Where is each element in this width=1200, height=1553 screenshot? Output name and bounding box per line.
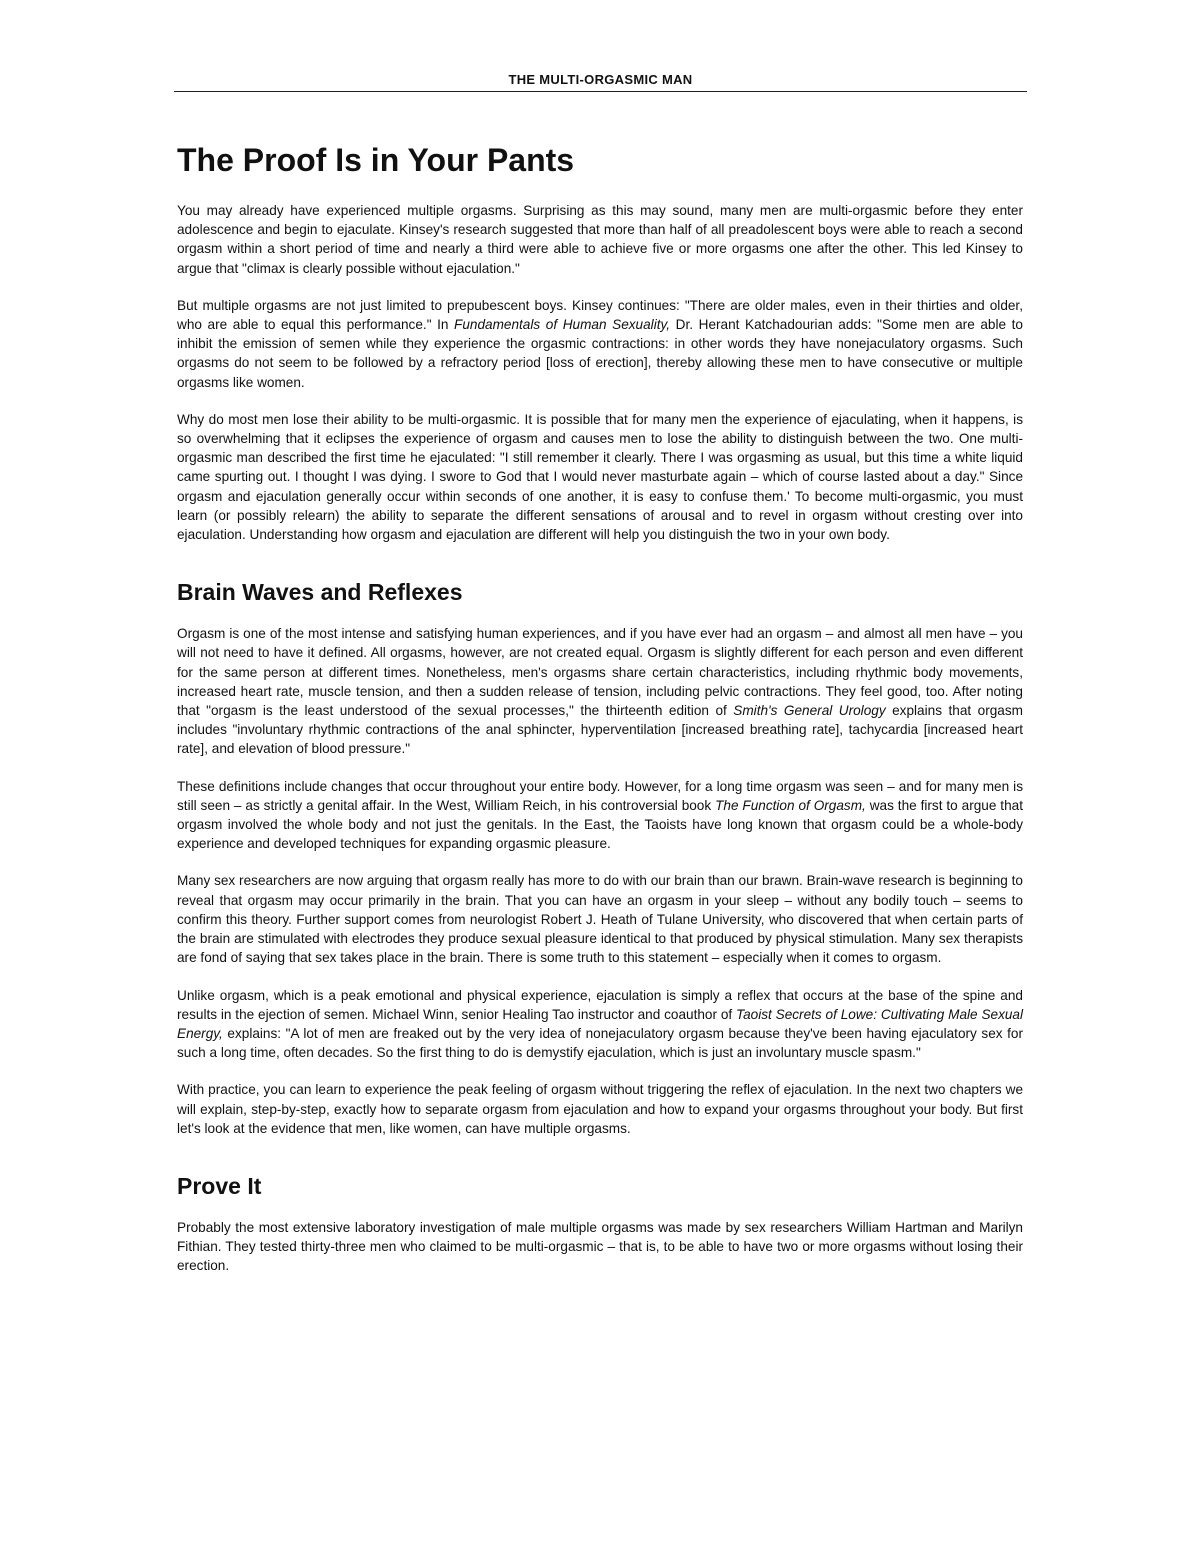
- paragraph: Why do most men lose their ability to be multi-orgasmic. It is possible that for many men the experience of ejaculating, when it happens, is so overwhelming that it eclipses the experience of orgasm and causes men to lose the ability to distinguish between the two. One multi-orgasmic man described the first time he ejaculated: "I still remember it clearly. There I was orgasming as usual, but this time a white liquid came spurting out. I thought I was dying. I swore to God that I would never masturbate again – which of course lasted about a day." Since orgasm and ejaculation generally occur within seconds of one another, it is easy to confuse them.' To become multi-orgasmic, you must learn (or possibly relearn) the ability to separate the different sensations of arousal and to revel in orgasm without cresting over into ejaculation. Understanding how orgasm and ejaculation are different will help you distinguish the two in your own body.: [177, 411, 1023, 543]
- running-header: THE MULTI-ORGASMIC MAN: [174, 72, 1027, 92]
- paragraph: Probably the most extensive laboratory investigation of male multiple orgasms was made by sex researchers William Hartman and Marilyn Fithian. They tested thirty-three men who claimed to be multi-orgasmic – that is, to be able to have two or more orgasms without losing their erection.: [177, 1219, 1023, 1274]
- chapter-heading-proof: The Proof Is in Your Pants: [177, 142, 575, 178]
- page-content: [177, 138, 1023, 1294]
- book-title: Fundamentals of Human Sexuality,: [454, 317, 671, 333]
- section-heading-prove-it: Prove It: [177, 1172, 262, 1199]
- paragraph: Orgasm is one of the most intense and satisfying human experiences, and if you have ever had an orgasm – and almost all men have – you will not need to have it defined. All orgasms, however, are not created equal. Orgasm is slightly different for each person and even different for the same person at different times. Nonetheless, men's orgasms share certain characteristics, including rhythmic body movements, increased heart rate, muscle tension, and then a sudden release of tension, including pelvic contractions. They feel good, too. After noting that "orgasm is the least understood of the sexual processes," the thirteenth edition of Smith's General Urology explains that orgasm includes "involuntary rhythmic contractions of the anal sphincter, hyperventilation [increased breathing rate], tachycardia [increased heart rate], and elevation of blood pressure.": [177, 626, 1023, 757]
- section-heading-brain-waves: Brain Waves and Reflexes: [177, 579, 463, 606]
- paragraph: You may already have experienced multiple orgasms. Surprising as this may sound, many men are multi-orgasmic before they enter adolescence and begin to ejaculate. Kinsey's research suggested that more than half of all preadolescent boys were able to reach a second orgasm within a short period of time and nearly a third were able to achieve five or more orgasms one after the other. This led Kinsey to argue that "climax is clearly possible without ejaculation.": [177, 203, 1023, 276]
- paragraph: Unlike orgasm, which is a peak emotional and physical experience, ejaculation is simply a reflex that occurs at the base of the spine and results in the ejection of semen. Michael Winn, senior Healing Tao instructor and coauthor of Taoist Secrets of Lowe: Cultivating Male Sexual Energy, explains: "A lot of men are freaked out by the very idea of nonejaculatory orgasm because they've been having ejaculatory sex for such a long time, often decades. So the first thing to do is demystify ejaculation, which is just an involuntary muscle spasm.": [177, 987, 1024, 1061]
- paragraph: But multiple orgasms are not just limited to prepubescent boys. Kinsey continues: "There are older males, even in their thirties and older, who are able to equal this performance." In Fundamentals of Human Sexuality, Dr. Herant Katchadourian adds: "Some men are able to inhibit the emission of semen while they experience the orgasmic contractions: in other words they have nonejaculatory orgasms. Such orgasms do not seem to be followed by a refractory period [loss of erection], thereby allowing these men to have consecutive or multiple orgasms like women.: [177, 297, 1023, 390]
- paragraph: With practice, you can learn to experience the peak feeling of orgasm without triggering the reflex of ejaculation. In the next two chapters we will explain, step-by-step, exactly how to separate orgasm from ejaculation and how to expand your orgasms throughout your body. But first let's look at the evidence that men, like women, can have multiple orgasms.: [177, 1082, 1023, 1136]
- book-title: Smith's General Urology: [733, 703, 886, 719]
- paragraph: These definitions include changes that occur throughout your entire body. However, for a long time orgasm was seen – and for many men is still seen – as strictly a genital affair. In the West, William Reich, in his controversial book The Function of Orgasm, was the first to argue that orgasm involved the whole body and not just the genitals. In the East, the Taoists have long known that orgasm could be a whole-body experience and developed techniques for expanding orgasmic pleasure.: [177, 778, 1023, 852]
- book-title: The Function of Orgasm,: [715, 797, 866, 813]
- paragraph: Many sex researchers are now arguing that orgasm really has more to do with our brain than our brawn. Brain-wave research is beginning to reveal that orgasm may occur primarily in the brain. That you can have an orgasm in your sleep – without any bodily touch – seems to confirm this theory. Further support comes from neurologist Robert J. Heath of Tulane University, who discovered that when certain parts of the brain are stimulated with electrodes they produce sexual pleasure identical to that produced by physical stimulation. Many sex therapists are fond of saying that sex takes place in the brain. There is some truth to this statement – especially when it comes to orgasm.: [177, 873, 1023, 966]
- book-title: Taoist Secrets of Lowe: Cultivating Male Sexual Energy,: [177, 1006, 1024, 1041]
